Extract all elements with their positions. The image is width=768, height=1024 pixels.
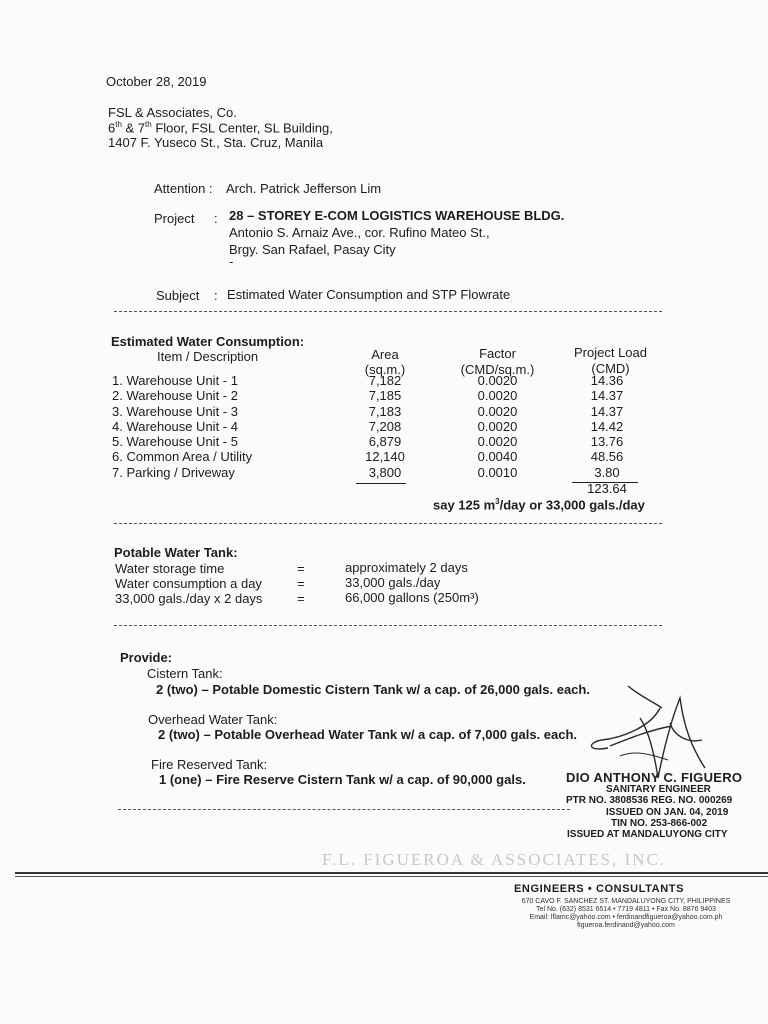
subject-colon: : xyxy=(214,288,218,303)
tank-row-eq: = xyxy=(297,561,305,576)
provide-heading: Provide: xyxy=(120,650,173,665)
consumption-heading: Estimated Water Consumption: xyxy=(111,334,305,349)
table-row: 3. Warehouse Unit - 3 7,183 0.0020 14.37 xyxy=(112,403,624,419)
header-area: Area xyxy=(371,347,399,362)
tank-row-eq: = xyxy=(297,576,305,591)
cistern-label: Cistern Tank: xyxy=(147,666,223,681)
footer-rule-thin xyxy=(15,876,768,877)
attention-value: Arch. Patrick Jefferson Lim xyxy=(226,181,382,196)
firm-tagline: ENGINEERS • CONSULTANTS xyxy=(514,883,685,895)
signatory-tin: TIN NO. 253-866-002 xyxy=(611,818,708,829)
addressee-floor: 6th & 7th Floor, FSL Center, SL Building, xyxy=(108,120,333,136)
firm-email: Email: lflamc@yahoo.com • ferdinandfigueroa@yahoo.com.ph xyxy=(529,914,723,921)
firm-address: 670 CAVO F. SANCHEZ ST. MANDALUYONG CITY, PHILIPPINES xyxy=(521,898,731,905)
table-row: 2. Warehouse Unit - 2 7,185 0.0020 14.37 xyxy=(112,388,624,404)
footer-rule-thick xyxy=(15,872,768,874)
header-factor: Factor xyxy=(479,346,516,361)
consumption-table xyxy=(112,373,672,480)
project-address-1: Antonio S. Arnaiz Ave., cor. Rufino Mateo St., xyxy=(229,225,490,240)
divider-top xyxy=(114,311,662,312)
signatory-name: DIO ANTHONY C. FIGUERO xyxy=(566,770,743,785)
tank-row-label: Water storage time xyxy=(115,561,225,576)
overhead-label: Overhead Water Tank: xyxy=(148,712,278,727)
project-title: 28 – STOREY E-COM LOGISTICS WAREHOUSE BLDG. xyxy=(229,208,565,223)
header-area-unit: (sq.m.) xyxy=(364,362,406,377)
letter-date: October 28, 2019 xyxy=(106,74,207,89)
load-total: 123.64 xyxy=(587,481,627,496)
project-label: Project xyxy=(154,211,195,226)
overhead-value: 2 (two) – Potable Overhead Water Tank w/ a cap. of 7,000 gals. each. xyxy=(158,727,578,742)
table-row: 4. Warehouse Unit - 4 7,208 0.0020 14.42 xyxy=(112,418,624,434)
table-row: 5. Warehouse Unit - 5 6,879 0.0020 13.76 xyxy=(112,434,624,450)
load-summary: say 125 $m^3$/day or 33,000 gals./day xyxy=(433,497,645,513)
project-address-2: Brgy. San Rafael, Pasay City xyxy=(229,242,396,257)
project-colon: : xyxy=(214,211,218,226)
attention-label: Attention : xyxy=(154,181,213,196)
tank-heading: Potable Water Tank: xyxy=(114,545,238,560)
table-row: 1. Warehouse Unit - 1 7,182 0.0020 14.36 xyxy=(112,373,624,388)
tank-row-eq: = xyxy=(297,591,305,606)
tank-row-value: 66,000 gallons (250m³) xyxy=(345,590,479,605)
header-item: Item / Description xyxy=(157,349,259,364)
fire-label: Fire Reserved Tank: xyxy=(151,757,268,772)
header-load-unit: (CMD) xyxy=(591,361,630,376)
addressee-name: FSL & Associates, Co. xyxy=(108,105,237,120)
divider-bottom xyxy=(118,809,570,810)
addressee-street: 1407 F. Yuseco St., Sta. Cruz, Manila xyxy=(108,135,324,150)
firm-name: F.L. FIGUEROA & ASSOCIATES, INC. xyxy=(322,850,667,869)
tank-row-value: 33,000 gals./day xyxy=(345,575,441,590)
tank-row-label: 33,000 gals./day x 2 days xyxy=(115,591,263,606)
divider-mid xyxy=(114,523,662,524)
header-load: Project Load xyxy=(574,345,647,360)
subject-label: Subject xyxy=(156,288,200,303)
firm-email-2: figueroa.ferdinand@yahoo.com xyxy=(577,922,675,929)
header-factor-unit: (CMD/sq.m.) xyxy=(460,362,535,377)
area-underline xyxy=(356,483,406,484)
divider-lower xyxy=(114,625,662,626)
signatory-title: SANITARY ENGINEER xyxy=(606,784,711,795)
firm-phone: Tel No. (632) 8531 6514 • 7719 4811 • Fax No. 8876 9403 xyxy=(536,906,716,913)
signatory-issued-at: ISSUED AT MANDALUYONG CITY xyxy=(567,829,728,840)
project-address-3: - xyxy=(229,254,234,269)
tank-row-value: approximately 2 days xyxy=(345,560,468,575)
cistern-value: 2 (two) – Potable Domestic Cistern Tank w/ a cap. of 26,000 gals. each. xyxy=(156,682,590,697)
signatory-ptr: PTR NO. 3808536 REG. NO. 000269 xyxy=(566,795,733,806)
tank-row-label: Water consumption a day xyxy=(115,576,262,591)
table-row: 7. Parking / Driveway 3,800 0.0010 3.80 xyxy=(112,464,620,480)
subject-value: Estimated Water Consumption and STP Flowrate xyxy=(227,287,511,302)
table-row: 6. Common Area / Utility 12,140 0.0040 48.56 xyxy=(112,449,624,465)
fire-value: 1 (one) – Fire Reserve Cistern Tank w/ a cap. of 90,000 gals. xyxy=(159,772,526,787)
signatory-issued: ISSUED ON JAN. 04, 2019 xyxy=(606,807,729,818)
